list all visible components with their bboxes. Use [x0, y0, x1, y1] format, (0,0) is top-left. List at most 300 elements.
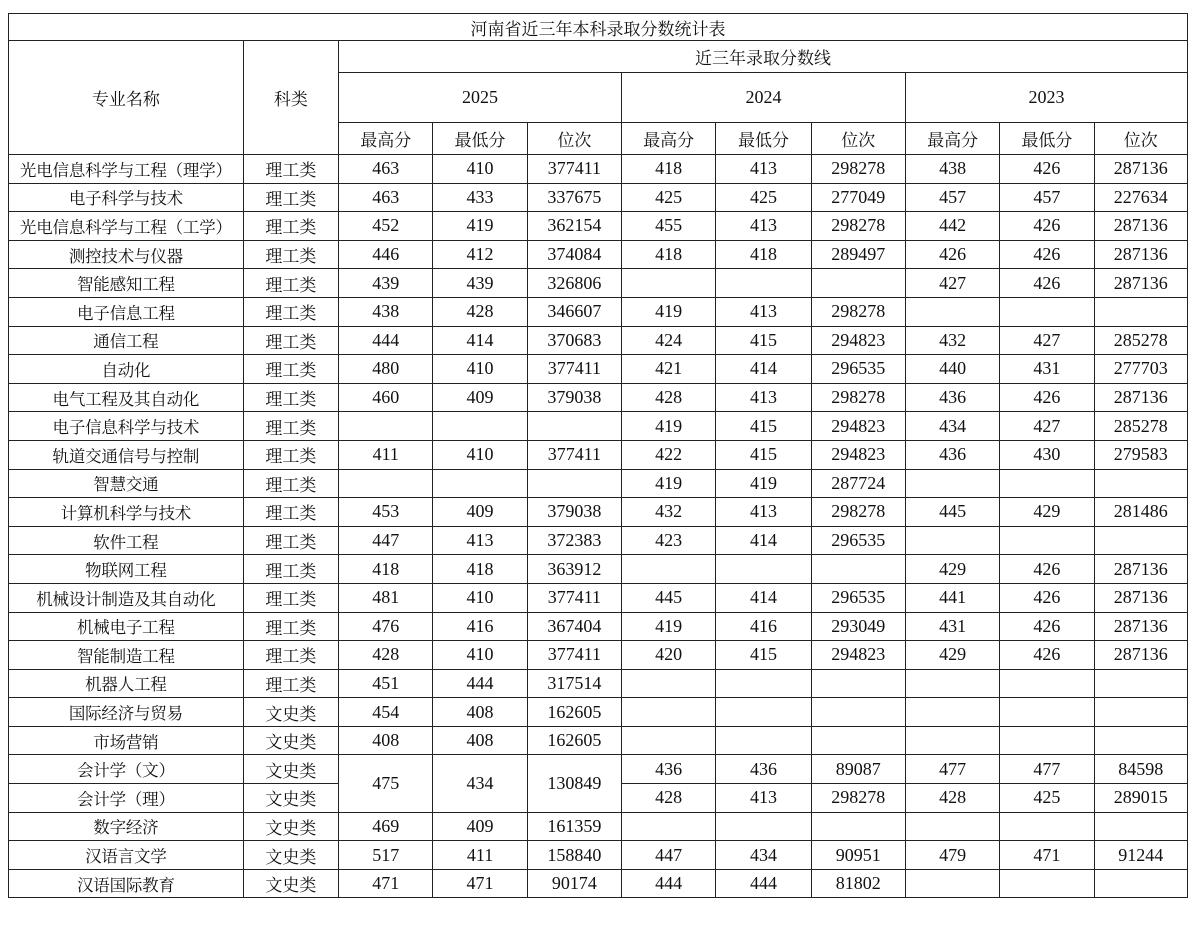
score-cell-2025-min-score: 408	[433, 698, 527, 727]
score-cell-2025-max-score: 452	[339, 212, 433, 241]
metric-header-min: 最低分	[716, 123, 811, 155]
major-name-cell: 汉语言文学	[9, 841, 244, 870]
score-cell-2023-rank: 285278	[1094, 412, 1187, 441]
score-cell-2024-min-score: 413	[716, 212, 811, 241]
score-cell-2023-min-score	[1000, 526, 1094, 555]
score-cell-2024-max-score	[622, 669, 716, 698]
score-cell-2023-min-score: 429	[1000, 498, 1094, 527]
score-cell-2025-rank: 162605	[527, 698, 621, 727]
score-cell-2023-max-score: 445	[905, 498, 999, 527]
score-cell-2023-min-score: 426	[1000, 212, 1094, 241]
table-row	[9, 212, 1188, 241]
score-cell-2024-max-score: 418	[622, 240, 716, 269]
score-cell-2024-rank: 287724	[811, 469, 905, 498]
score-cell-2025-rank: 374084	[527, 240, 621, 269]
score-cell-2025-min-score: 434	[433, 755, 527, 812]
score-cell-2024-min-score: 419	[716, 469, 811, 498]
score-cell-2025-max-score: 418	[339, 555, 433, 584]
score-cell-2024-max-score: 447	[622, 841, 716, 870]
score-cell-2024-min-score: 415	[716, 641, 811, 670]
year-header-2024: 2024	[622, 73, 906, 123]
score-cell-2023-rank: 227634	[1094, 183, 1187, 212]
score-cell-2025-min-score: 419	[433, 212, 527, 241]
score-cell-2025-max-score: 471	[339, 869, 433, 898]
score-cell-2024-max-score: 418	[622, 155, 716, 184]
year-header-2023: 2023	[905, 73, 1187, 123]
major-name-cell: 会计学（文）	[9, 755, 244, 784]
score-cell-2025-max-score: 439	[339, 269, 433, 298]
table-row	[9, 812, 1188, 841]
score-cell-2023-rank: 287136	[1094, 641, 1187, 670]
score-cell-2024-min-score: 434	[716, 841, 811, 870]
score-cell-2023-max-score: 457	[905, 183, 999, 212]
score-cell-2024-max-score	[622, 555, 716, 584]
score-cell-2024-min-score: 414	[716, 583, 811, 612]
score-cell-2023-max-score: 441	[905, 583, 999, 612]
score-cell-2023-rank: 287136	[1094, 583, 1187, 612]
score-cell-2024-max-score: 428	[622, 784, 716, 813]
score-cell-2025-min-score: 410	[433, 641, 527, 670]
major-name-cell: 物联网工程	[9, 555, 244, 584]
category-cell: 文史类	[243, 698, 338, 727]
score-cell-2023-max-score: 436	[905, 383, 999, 412]
score-cell-2025-rank: 377411	[527, 355, 621, 384]
score-cell-2025-min-score: 413	[433, 526, 527, 555]
score-cell-2024-max-score	[622, 812, 716, 841]
score-cell-2025-rank: 379038	[527, 498, 621, 527]
table-title: 河南省近三年本科录取分数统计表	[9, 14, 1188, 41]
major-name-cell: 光电信息科学与工程（工学）	[9, 212, 244, 241]
score-cell-2025-max-score: 444	[339, 326, 433, 355]
score-cell-2023-max-score: 436	[905, 440, 999, 469]
score-cell-2023-max-score: 432	[905, 326, 999, 355]
major-name-cell: 软件工程	[9, 526, 244, 555]
score-cell-2024-rank: 298278	[811, 297, 905, 326]
score-cell-2024-rank: 81802	[811, 869, 905, 898]
table-row	[9, 469, 1188, 498]
score-cell-2024-max-score: 420	[622, 641, 716, 670]
score-cell-2025-rank: 379038	[527, 383, 621, 412]
score-cell-2023-max-score	[905, 698, 999, 727]
score-cell-2023-max-score: 427	[905, 269, 999, 298]
table-row	[9, 641, 1188, 670]
score-cell-2024-rank: 296535	[811, 355, 905, 384]
category-cell: 理工类	[243, 412, 338, 441]
score-cell-2025-max-score: 469	[339, 812, 433, 841]
table-row	[9, 412, 1188, 441]
major-name-cell: 光电信息科学与工程（理学）	[9, 155, 244, 184]
score-cell-2024-rank: 293049	[811, 612, 905, 641]
table-row	[9, 183, 1188, 212]
major-name-cell: 机械电子工程	[9, 612, 244, 641]
category-cell: 文史类	[243, 755, 338, 784]
score-cell-2024-min-score: 416	[716, 612, 811, 641]
score-cell-2024-rank	[811, 555, 905, 584]
score-cell-2025-rank: 337675	[527, 183, 621, 212]
major-name-cell: 智慧交通	[9, 469, 244, 498]
major-name-cell: 电子信息科学与技术	[9, 412, 244, 441]
score-cell-2023-rank: 91244	[1094, 841, 1187, 870]
score-cell-2024-max-score: 423	[622, 526, 716, 555]
score-cell-2023-rank: 281486	[1094, 498, 1187, 527]
category-cell: 文史类	[243, 812, 338, 841]
score-cell-2024-max-score: 422	[622, 440, 716, 469]
major-name-cell: 测控技术与仪器	[9, 240, 244, 269]
score-cell-2024-min-score	[716, 555, 811, 584]
score-cell-2024-rank: 90951	[811, 841, 905, 870]
table-row	[9, 755, 1188, 784]
score-cell-2024-min-score: 415	[716, 412, 811, 441]
score-cell-2024-min-score	[716, 726, 811, 755]
score-cell-2025-min-score: 411	[433, 841, 527, 870]
score-cell-2024-max-score: 424	[622, 326, 716, 355]
major-name-cell: 汉语国际教育	[9, 869, 244, 898]
score-cell-2023-min-score	[1000, 297, 1094, 326]
score-cell-2025-max-score: 446	[339, 240, 433, 269]
score-cell-2023-min-score: 431	[1000, 355, 1094, 384]
score-cell-2024-max-score: 455	[622, 212, 716, 241]
score-cell-2023-max-score: 429	[905, 555, 999, 584]
score-cell-2025-rank: 377411	[527, 440, 621, 469]
major-name-cell: 电气工程及其自动化	[9, 383, 244, 412]
category-cell: 理工类	[243, 612, 338, 641]
score-cell-2025-max-score	[339, 469, 433, 498]
year-header-2025: 2025	[339, 73, 622, 123]
score-cell-2025-min-score: 471	[433, 869, 527, 898]
score-cell-2023-min-score	[1000, 869, 1094, 898]
score-cell-2024-min-score: 413	[716, 498, 811, 527]
score-cell-2023-max-score: 440	[905, 355, 999, 384]
score-cell-2023-max-score: 442	[905, 212, 999, 241]
major-name-cell: 智能制造工程	[9, 641, 244, 670]
category-cell: 理工类	[243, 555, 338, 584]
score-cell-2024-max-score: 436	[622, 755, 716, 784]
admission-score-table	[8, 13, 1188, 898]
score-cell-2023-min-score	[1000, 698, 1094, 727]
score-cell-2024-min-score: 418	[716, 240, 811, 269]
score-cell-2023-max-score	[905, 869, 999, 898]
score-cell-2023-rank: 287136	[1094, 240, 1187, 269]
score-cell-2023-rank	[1094, 812, 1187, 841]
score-cell-2025-rank: 370683	[527, 326, 621, 355]
major-name-cell: 数字经济	[9, 812, 244, 841]
category-cell: 理工类	[243, 583, 338, 612]
score-cell-2024-rank: 289497	[811, 240, 905, 269]
score-cell-2025-max-score: 476	[339, 612, 433, 641]
category-cell: 理工类	[243, 269, 338, 298]
metric-header-rank: 位次	[527, 123, 621, 155]
table-row	[9, 498, 1188, 527]
score-cell-2024-rank: 294823	[811, 440, 905, 469]
score-cell-2024-max-score: 419	[622, 469, 716, 498]
major-name-cell: 机器人工程	[9, 669, 244, 698]
major-name-cell: 自动化	[9, 355, 244, 384]
score-cell-2025-max-score: 517	[339, 841, 433, 870]
score-cell-2025-rank: 367404	[527, 612, 621, 641]
score-cell-2023-min-score: 427	[1000, 412, 1094, 441]
score-cell-2023-min-score: 426	[1000, 383, 1094, 412]
score-cell-2024-max-score: 419	[622, 612, 716, 641]
score-cell-2025-min-score: 428	[433, 297, 527, 326]
score-cell-2024-max-score	[622, 698, 716, 727]
score-cell-2024-rank: 298278	[811, 784, 905, 813]
score-cell-2025-min-score: 409	[433, 498, 527, 527]
score-cell-2023-max-score	[905, 726, 999, 755]
score-cell-2024-min-score: 413	[716, 297, 811, 326]
score-cell-2025-max-score: 481	[339, 583, 433, 612]
score-cell-2023-min-score: 457	[1000, 183, 1094, 212]
score-cell-2025-max-score: 454	[339, 698, 433, 727]
score-cell-2023-rank: 287136	[1094, 612, 1187, 641]
score-cell-2023-rank: 287136	[1094, 155, 1187, 184]
score-cell-2023-min-score	[1000, 812, 1094, 841]
score-cell-2025-rank: 130849	[527, 755, 621, 812]
score-cell-2023-max-score	[905, 297, 999, 326]
score-cell-2023-min-score: 426	[1000, 641, 1094, 670]
category-cell: 理工类	[243, 383, 338, 412]
score-cell-2023-rank	[1094, 469, 1187, 498]
score-cell-2024-min-score: 414	[716, 526, 811, 555]
score-cell-2023-rank: 287136	[1094, 383, 1187, 412]
score-cell-2023-min-score: 426	[1000, 612, 1094, 641]
category-header: 科类	[243, 41, 338, 155]
major-name-cell: 国际经济与贸易	[9, 698, 244, 727]
table-row	[9, 269, 1188, 298]
score-cell-2025-rank: 377411	[527, 155, 621, 184]
score-cell-2025-min-score: 418	[433, 555, 527, 584]
category-cell: 理工类	[243, 212, 338, 241]
score-cell-2023-rank: 287136	[1094, 269, 1187, 298]
score-cell-2025-min-score: 410	[433, 440, 527, 469]
score-cell-2025-max-score: 475	[339, 755, 433, 812]
score-cell-2023-rank: 279583	[1094, 440, 1187, 469]
major-name-cell: 智能感知工程	[9, 269, 244, 298]
table-row	[9, 440, 1188, 469]
score-cell-2024-min-score	[716, 698, 811, 727]
score-cell-2023-min-score: 477	[1000, 755, 1094, 784]
score-cell-2023-rank	[1094, 869, 1187, 898]
score-cell-2024-rank: 277049	[811, 183, 905, 212]
table-row	[9, 583, 1188, 612]
score-cell-2024-min-score: 413	[716, 383, 811, 412]
table-row	[9, 155, 1188, 184]
score-cell-2023-min-score: 471	[1000, 841, 1094, 870]
score-cell-2025-min-score: 433	[433, 183, 527, 212]
score-cell-2025-max-score: 447	[339, 526, 433, 555]
three-year-score-header: 近三年录取分数线	[339, 41, 1188, 73]
score-cell-2025-min-score: 410	[433, 355, 527, 384]
score-cell-2025-rank: 162605	[527, 726, 621, 755]
metric-header-max: 最高分	[905, 123, 999, 155]
score-cell-2023-min-score: 426	[1000, 269, 1094, 298]
score-cell-2024-rank	[811, 669, 905, 698]
table-row	[9, 383, 1188, 412]
table-row	[9, 726, 1188, 755]
major-name-cell: 通信工程	[9, 326, 244, 355]
table-row	[9, 555, 1188, 584]
score-cell-2023-max-score: 428	[905, 784, 999, 813]
score-cell-2023-min-score: 426	[1000, 555, 1094, 584]
score-cell-2025-rank	[527, 412, 621, 441]
score-cell-2023-min-score	[1000, 726, 1094, 755]
table-row	[9, 841, 1188, 870]
score-cell-2024-max-score: 425	[622, 183, 716, 212]
score-cell-2025-min-score: 416	[433, 612, 527, 641]
score-cell-2024-min-score: 444	[716, 869, 811, 898]
score-cell-2023-min-score	[1000, 669, 1094, 698]
major-name-cell: 电子科学与技术	[9, 183, 244, 212]
score-cell-2023-rank	[1094, 669, 1187, 698]
score-cell-2024-max-score: 419	[622, 412, 716, 441]
score-cell-2025-rank: 362154	[527, 212, 621, 241]
metric-header-rank: 位次	[1094, 123, 1187, 155]
score-cell-2023-rank	[1094, 698, 1187, 727]
score-cell-2025-rank: 161359	[527, 812, 621, 841]
score-cell-2023-rank: 289015	[1094, 784, 1187, 813]
category-cell: 文史类	[243, 726, 338, 755]
score-cell-2024-rank: 298278	[811, 212, 905, 241]
score-cell-2023-max-score: 479	[905, 841, 999, 870]
score-cell-2024-rank: 89087	[811, 755, 905, 784]
score-cell-2024-max-score: 445	[622, 583, 716, 612]
score-cell-2024-rank: 298278	[811, 383, 905, 412]
score-cell-2023-rank	[1094, 297, 1187, 326]
score-cell-2025-rank	[527, 469, 621, 498]
score-cell-2025-max-score: 463	[339, 155, 433, 184]
major-name-cell: 轨道交通信号与控制	[9, 440, 244, 469]
score-cell-2025-max-score: 428	[339, 641, 433, 670]
score-cell-2024-min-score	[716, 669, 811, 698]
score-cell-2024-min-score: 414	[716, 355, 811, 384]
score-cell-2025-rank: 317514	[527, 669, 621, 698]
score-cell-2024-max-score: 421	[622, 355, 716, 384]
major-name-cell: 机械设计制造及其自动化	[9, 583, 244, 612]
score-cell-2024-rank: 296535	[811, 583, 905, 612]
category-cell: 理工类	[243, 641, 338, 670]
score-cell-2023-max-score: 477	[905, 755, 999, 784]
score-cell-2025-min-score: 444	[433, 669, 527, 698]
score-cell-2025-min-score: 414	[433, 326, 527, 355]
score-cell-2024-max-score: 428	[622, 383, 716, 412]
score-cell-2025-max-score: 438	[339, 297, 433, 326]
score-cell-2025-max-score: 460	[339, 383, 433, 412]
score-cell-2024-max-score: 432	[622, 498, 716, 527]
score-cell-2024-rank: 298278	[811, 498, 905, 527]
score-cell-2025-max-score: 463	[339, 183, 433, 212]
score-cell-2025-rank: 158840	[527, 841, 621, 870]
score-cell-2023-rank: 287136	[1094, 212, 1187, 241]
score-cell-2023-min-score: 426	[1000, 583, 1094, 612]
score-cell-2023-rank: 84598	[1094, 755, 1187, 784]
table-row	[9, 240, 1188, 269]
score-cell-2024-max-score	[622, 269, 716, 298]
score-cell-2025-min-score: 409	[433, 383, 527, 412]
score-cell-2025-rank: 377411	[527, 583, 621, 612]
score-cell-2024-rank	[811, 698, 905, 727]
score-cell-2024-min-score	[716, 269, 811, 298]
score-cell-2025-min-score	[433, 412, 527, 441]
score-cell-2024-min-score: 415	[716, 440, 811, 469]
score-cell-2024-min-score: 413	[716, 784, 811, 813]
category-cell: 文史类	[243, 841, 338, 870]
score-cell-2023-min-score: 430	[1000, 440, 1094, 469]
score-cell-2023-rank	[1094, 526, 1187, 555]
table-row	[9, 698, 1188, 727]
score-cell-2024-rank: 294823	[811, 326, 905, 355]
table-row	[9, 326, 1188, 355]
score-cell-2023-max-score	[905, 669, 999, 698]
score-cell-2023-rank	[1094, 726, 1187, 755]
score-cell-2024-rank	[811, 812, 905, 841]
score-cell-2025-rank: 90174	[527, 869, 621, 898]
score-cell-2024-min-score: 425	[716, 183, 811, 212]
major-name-cell: 市场营销	[9, 726, 244, 755]
score-cell-2023-rank: 287136	[1094, 555, 1187, 584]
score-cell-2023-max-score: 434	[905, 412, 999, 441]
score-cell-2024-min-score: 415	[716, 326, 811, 355]
score-cell-2025-max-score: 480	[339, 355, 433, 384]
score-cell-2025-max-score	[339, 412, 433, 441]
table-row	[9, 526, 1188, 555]
category-cell: 理工类	[243, 498, 338, 527]
major-name-cell: 计算机科学与技术	[9, 498, 244, 527]
score-cell-2024-rank	[811, 726, 905, 755]
score-cell-2025-max-score: 453	[339, 498, 433, 527]
metric-header-max: 最高分	[339, 123, 433, 155]
score-cell-2023-max-score: 429	[905, 641, 999, 670]
major-name-cell: 电子信息工程	[9, 297, 244, 326]
metric-header-min: 最低分	[1000, 123, 1094, 155]
score-cell-2025-rank: 372383	[527, 526, 621, 555]
score-cell-2023-max-score	[905, 526, 999, 555]
score-cell-2024-max-score	[622, 726, 716, 755]
score-cell-2023-max-score	[905, 469, 999, 498]
score-cell-2024-rank: 294823	[811, 641, 905, 670]
score-cell-2025-max-score: 411	[339, 440, 433, 469]
table-row	[9, 297, 1188, 326]
score-cell-2024-min-score	[716, 812, 811, 841]
score-cell-2025-min-score: 412	[433, 240, 527, 269]
score-cell-2023-min-score: 425	[1000, 784, 1094, 813]
major-name-cell: 会计学（理）	[9, 784, 244, 813]
category-cell: 理工类	[243, 469, 338, 498]
category-cell: 文史类	[243, 784, 338, 813]
score-cell-2025-min-score: 408	[433, 726, 527, 755]
score-cell-2025-min-score: 439	[433, 269, 527, 298]
score-cell-2023-max-score	[905, 812, 999, 841]
category-cell: 理工类	[243, 526, 338, 555]
category-cell: 理工类	[243, 155, 338, 184]
score-cell-2023-min-score: 427	[1000, 326, 1094, 355]
score-cell-2024-min-score: 413	[716, 155, 811, 184]
major-name-header: 专业名称	[9, 41, 244, 155]
score-cell-2024-rank	[811, 269, 905, 298]
metric-header-rank: 位次	[811, 123, 905, 155]
score-cell-2025-rank: 326806	[527, 269, 621, 298]
category-cell: 理工类	[243, 240, 338, 269]
category-cell: 理工类	[243, 440, 338, 469]
score-cell-2025-max-score: 408	[339, 726, 433, 755]
score-cell-2023-min-score: 426	[1000, 240, 1094, 269]
category-cell: 理工类	[243, 297, 338, 326]
category-cell: 理工类	[243, 669, 338, 698]
score-cell-2024-rank: 298278	[811, 155, 905, 184]
category-cell: 理工类	[243, 326, 338, 355]
score-cell-2023-rank: 277703	[1094, 355, 1187, 384]
table-row	[9, 355, 1188, 384]
score-cell-2023-max-score: 426	[905, 240, 999, 269]
table-row	[9, 612, 1188, 641]
